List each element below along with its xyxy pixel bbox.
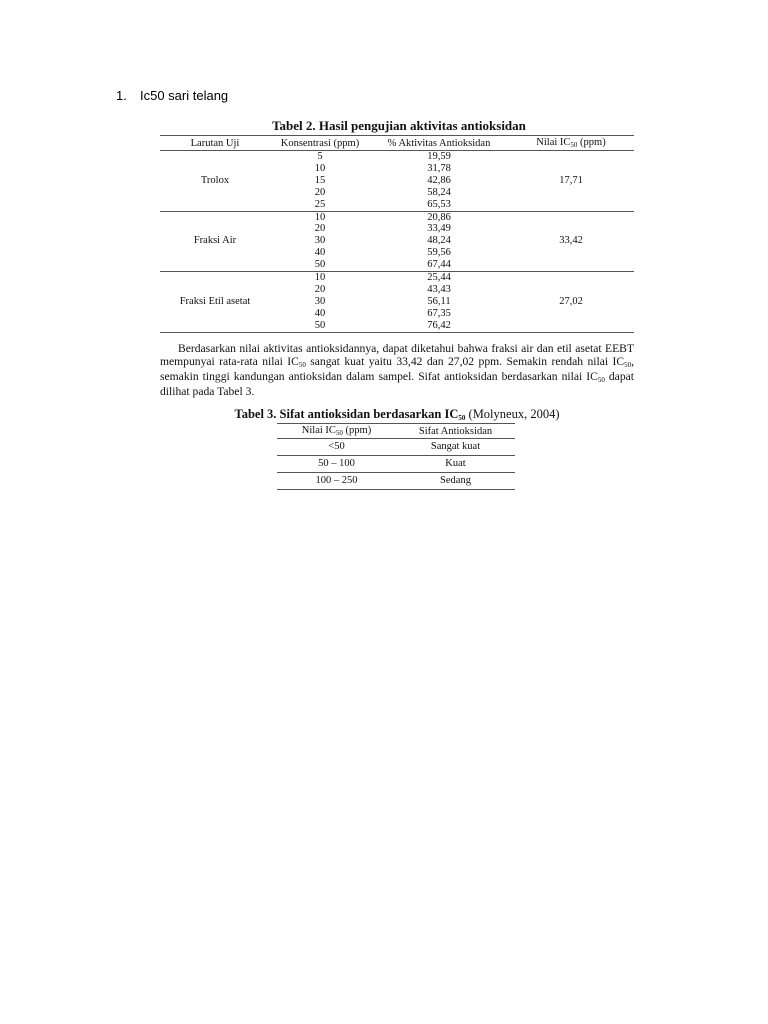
concentration-cell: 40 (314, 307, 326, 319)
activity-cell: 31,78 (427, 162, 451, 174)
concentration-cell: 10 (314, 211, 326, 223)
activity-cell: 67,35 (427, 307, 451, 319)
activity-cell: 76,42 (370, 320, 508, 332)
ic50-range-cell: 50 – 100 (277, 456, 396, 473)
concentration-cell: 50 (270, 320, 370, 332)
list-number: 1. (116, 88, 127, 103)
concentration-cell: 5 (317, 151, 323, 162)
activity-cell: 25,44 (427, 272, 451, 284)
concentration-cell: 10 (314, 272, 326, 284)
numbered-list-item (116, 88, 228, 103)
body-paragraph: Berdasarkan nilai aktivitas antioksidannya, dapat diketahui bahwa fraksi air dan etil asetat EEBT mempunyai rata-rata nilai IC50 sangat kuat yaitu 33,42 dan 27,02 ppm. Semakin rendah nilai IC50, semakin tinggi kandungan antioksidan dalam sampel. Sifat antioksidan berdasarkan nilai IC50 dapat dilihat pada Tabel 3. (160, 341, 634, 399)
group-name: Fraksi Air (160, 211, 270, 272)
activity-cell: 65,53 (370, 199, 508, 211)
table3-header-row (277, 424, 515, 439)
activity-cell: 42,86 (427, 174, 451, 186)
table-row (160, 272, 634, 284)
concentration-cell: 15 (314, 174, 326, 186)
table3-header-sifat: Sifat Antioksidan (396, 424, 515, 439)
table3-header-ic50: Nilai IC50 (ppm) (277, 424, 396, 439)
activity-cell: 56,11 (427, 295, 451, 307)
table2-header-larutan: Larutan Uji (160, 136, 270, 151)
table2-header-aktivitas: % Aktivitas Antioksidan (370, 136, 508, 151)
concentration-cell: 20 (314, 223, 326, 235)
embedded-scan-image (160, 118, 638, 498)
table2-header-konsentrasi: Konsentrasi (ppm) (270, 136, 370, 151)
concentration-cell: 25 (270, 199, 370, 211)
concentration-cell: 20 (314, 283, 326, 295)
group-name: Fraksi Etil asetat (160, 272, 270, 333)
table-row (160, 151, 634, 163)
activity-cell: 19,59 (427, 151, 451, 162)
property-cell: Sangat kuat (396, 439, 515, 456)
concentration-cell: 30 (314, 235, 326, 247)
ic50-range-cell: <50 (277, 439, 396, 456)
activity-cell: 59,56 (427, 247, 451, 259)
table2-header-ic50: Nilai IC50 (ppm) (508, 136, 634, 151)
activity-cell: 33,49 (427, 223, 451, 235)
table-row (160, 211, 634, 223)
ic50-cell: 33,42 (508, 211, 634, 272)
property-cell: Sedang (396, 473, 515, 490)
table3 (277, 423, 515, 490)
table3-caption: Tabel 3. Sifat antioksidan berdasarkan IC50 (Molyneux, 2004) (234, 407, 560, 423)
activity-cell: 20,86 (427, 211, 451, 223)
table-row (277, 456, 515, 473)
table2 (160, 135, 634, 333)
activity-cell: 58,24 (427, 186, 451, 198)
activity-cell: 67,44 (370, 259, 508, 271)
activity-cell: 43,43 (427, 283, 451, 295)
ic50-cell: 17,71 (508, 151, 634, 212)
table-row (277, 473, 515, 490)
table-row (277, 439, 515, 456)
concentration-cell: 20 (314, 186, 326, 198)
group-name: Trolox (160, 151, 270, 212)
concentration-cell: 10 (314, 162, 326, 174)
concentration-cell: 30 (314, 295, 326, 307)
ic50-range-cell: 100 – 250 (277, 473, 396, 490)
table2-caption: Tabel 2. Hasil pengujian aktivitas antioksidan (272, 118, 526, 133)
list-text: Ic50 sari telang (140, 88, 229, 103)
activity-cell: 48,24 (427, 235, 451, 247)
ic50-cell: 27,02 (508, 272, 634, 333)
table2-header-row (160, 136, 634, 151)
concentration-cell: 50 (270, 259, 370, 271)
property-cell: Kuat (396, 456, 515, 473)
concentration-cell: 40 (314, 247, 326, 259)
